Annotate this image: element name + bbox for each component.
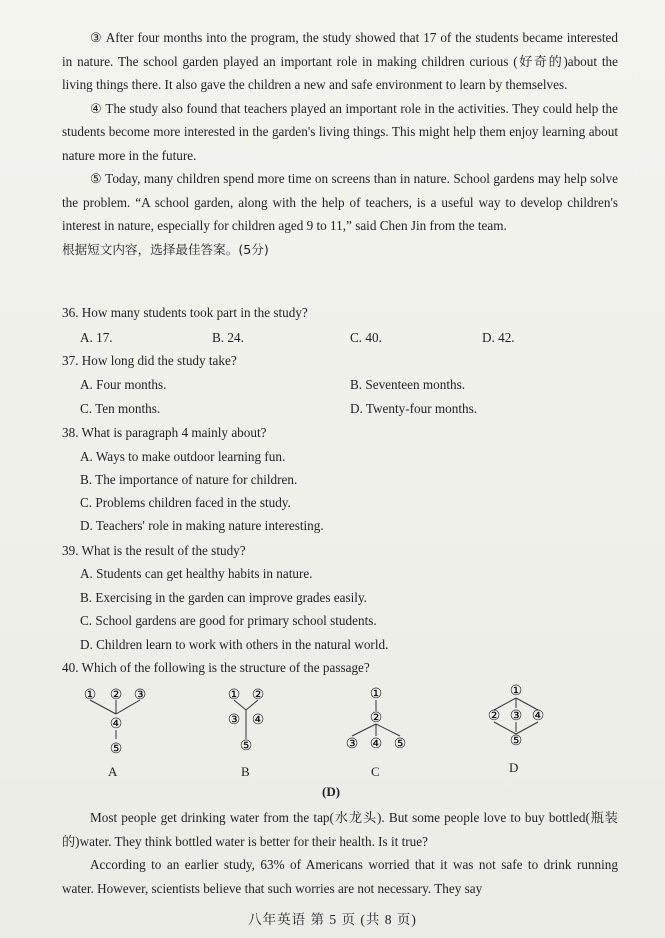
structure-diagram-b: [220, 684, 276, 756]
node-5: ⑤: [509, 734, 523, 749]
q36-option-b[interactable]: B. 24.: [212, 330, 244, 345]
passage-text: [62, 26, 618, 261]
node-3: ③: [509, 709, 523, 724]
node-4: ④: [369, 737, 383, 752]
paragraph-5: ⑤ Today, many children spend more time on screens than in nature. School gardens may help solve the problem. “A school garden, along with the help of teachers, is a useful way to develop children's interest in nature, especially for children aged 9 to 11,” said Chen Jin from the team.: [62, 171, 618, 233]
q38-option-a[interactable]: A. Ways to make outdoor learning fun.: [80, 449, 286, 464]
question-40: 40. Which of the following is the structure of the passage?: [62, 660, 370, 675]
q39-option-d[interactable]: D. Children learn to work with others in the natural world.: [80, 637, 389, 652]
node-4: ④: [109, 717, 123, 732]
node-3: ③: [133, 688, 147, 703]
node-1: ①: [369, 687, 383, 702]
node-5: ⑤: [109, 742, 123, 756]
node-3: ③: [345, 737, 359, 752]
node-5: ⑤: [239, 739, 253, 754]
structure-diagram-a: [78, 684, 154, 756]
question-39: 39. What is the result of the study?: [62, 543, 246, 558]
question-36: 36. How many students took part in the study?: [62, 305, 308, 320]
q38-option-c[interactable]: C. Problems children faced in the study.: [80, 495, 291, 510]
node-2: ②: [251, 688, 265, 703]
structure-diagram-d: [482, 680, 552, 752]
section-d-text: [62, 806, 618, 900]
q36-option-a[interactable]: A. 17.: [80, 330, 113, 345]
question-38: 38. What is paragraph 4 mainly about?: [62, 425, 267, 440]
q38-option-d[interactable]: D. Teachers' role in making nature interesting.: [80, 518, 324, 533]
node-2: ②: [369, 711, 383, 726]
diagram-a-label[interactable]: A: [108, 764, 118, 779]
paragraph-4: ④ The study also found that teachers played an important role in the activities. They could help the students become more interested in the garden's living things. This might help them enjoy learning about nature more in the future.: [62, 100, 618, 163]
node-1: ①: [509, 684, 523, 699]
q36-option-d[interactable]: D. 42.: [482, 330, 515, 345]
q37-option-c[interactable]: C. Ten months.: [80, 401, 161, 416]
q36-option-c[interactable]: C. 40.: [350, 330, 382, 345]
node-4: ④: [251, 713, 265, 728]
section-d-heading: (D): [322, 784, 341, 799]
diagram-c-label[interactable]: C: [371, 764, 380, 779]
q39-option-b[interactable]: B. Exercising in the garden can improve grades easily.: [80, 590, 367, 605]
section-d-paragraph-1: Most people get drinking water from the tap(水龙头). But some people love to buy bottled(瓶装的)water. They think bottled water is better for their health. Is it true?: [62, 810, 618, 849]
q39-option-c[interactable]: C. School gardens are good for primary school students.: [80, 613, 377, 628]
node-5: ⑤: [393, 737, 407, 752]
paragraph-3: ③ After four months into the program, the study showed that 17 of the students became interested in nature. The school garden played an important role in making children curious (好奇的)about the living things there. It also gave the children a new and safe environment to learn by themselves.: [62, 30, 618, 92]
diagram-d-label[interactable]: D: [509, 760, 519, 775]
q38-option-b[interactable]: B. The importance of nature for children.: [80, 472, 298, 487]
node-2: ②: [487, 709, 501, 724]
q39-option-a[interactable]: A. Students can get healthy habits in nature.: [80, 566, 313, 581]
q37-option-d[interactable]: D. Twenty-four months.: [350, 401, 478, 416]
node-3: ③: [227, 713, 241, 728]
page-footer: 八年英语 第 5 页 (共 8 页): [248, 912, 417, 927]
node-1: ①: [227, 688, 241, 703]
node-4: ④: [531, 709, 545, 724]
question-37: 37. How long did the study take?: [62, 353, 237, 368]
q37-option-b[interactable]: B. Seventeen months.: [350, 377, 466, 392]
instruction: 根据短文内容，选择最佳答案。(5分): [62, 241, 269, 257]
section-d-paragraph-2: According to an earlier study, 63% of Americans worried that it was not safe to drink running water. However, scientists believe that such worries are not necessary. They say: [62, 857, 618, 896]
node-2: ②: [109, 688, 123, 703]
q37-option-a[interactable]: A. Four months.: [80, 377, 167, 392]
structure-diagram-c: [342, 684, 412, 756]
diagram-b-label[interactable]: B: [241, 764, 250, 779]
node-1: ①: [83, 688, 97, 703]
